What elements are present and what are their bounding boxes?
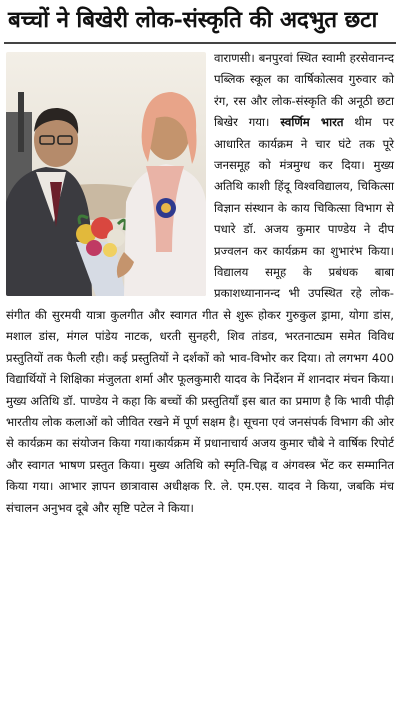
article-photo	[6, 52, 206, 296]
article-text-part-2: थीम पर आधारित कार्यक्रम ने चार घंटे तक पूरे जनसमूह को मंत्रमुग्ध कर दिया। मुख्य अतिथि काशी हिंदू विश्वविद्यालय, चिकित्सा विज्ञान संस्थान के काय चिकित्सा विभाग से पधारे डॉ. अजय कुमार पाण्डेय ने दीप प्रज्वलन कर कार्यक्रम का शुभारंभ किया। विद्यालय समूह के प्रबंधक बाबा प्रकाशध्यानानन्द भी उपस्थित रहे लोक-संगीत की सुरमयी यात्रा कुलगीत और स्वागत गीत से शुरू होकर गुरुकुल ड्रामा, योगा डांस, मशाल डांस, मंगल पांडेय नाटक, धरती सुनहरी, शिव तांडव, भरतनाट्यम समेत विविध प्रस्तुतियों तक फैली रही। कई प्रस्तुतियों ने दर्शकों को भाव-विभोर कर दिया। तो लगभग 400 विद्यार्थियों ने शिक्षिका मंजुलता शर्मा और फूलकुमारी यादव के निर्देशन में शानदार मंचन किया। मुख्य अतिथि डॉ. पाण्डेय ने कहा कि बच्चों की प्रस्तुतियाँ इस बात का प्रमाण है कि भावी पीढ़ी भारतीय लोक कलाओं को जीवित रखने में पूर्ण सक्षम है। सूचना एवं जनसंपर्क विभाग की ओर से कार्यक्रम का संयोजन किया गया।कार्यक्रम में प्रधानाचार्य अजय कुमार चौबे ने वार्षिक रिपोर्ट और स्वागत भाषण प्रस्तुत किया। मुख्य अतिथि को स्मृति-चिह्न व अंगवस्त्र भेंट कर सम्मानित किया गया। आभार ज्ञापन छात्रावास अधीक्षक रि. ले. एम.एस. यादव ने किया, जबकि मंच संचालन अनुभव दूबे और सृष्टि पटेल ने किया।	[6, 115, 394, 515]
article-text-part-1: वाराणसी। बनपुरवां स्थित स्वामी हरसेवानन्द पब्लिक स्कूल का वार्षिकोत्सव गुरुवार को रंग, रस और लोक-संस्कृति की अनूठी छटा बिखेर गया।	[214, 51, 394, 130]
theme-name: स्वर्णिम भारत	[280, 115, 344, 130]
photo-illustration	[6, 52, 206, 296]
article-body	[4, 48, 396, 519]
news-clipping	[4, 4, 396, 696]
headline: बच्चों ने बिखेरी लोक-संस्कृति की अदभुत छटा	[8, 7, 378, 33]
headline-divider	[4, 42, 396, 44]
